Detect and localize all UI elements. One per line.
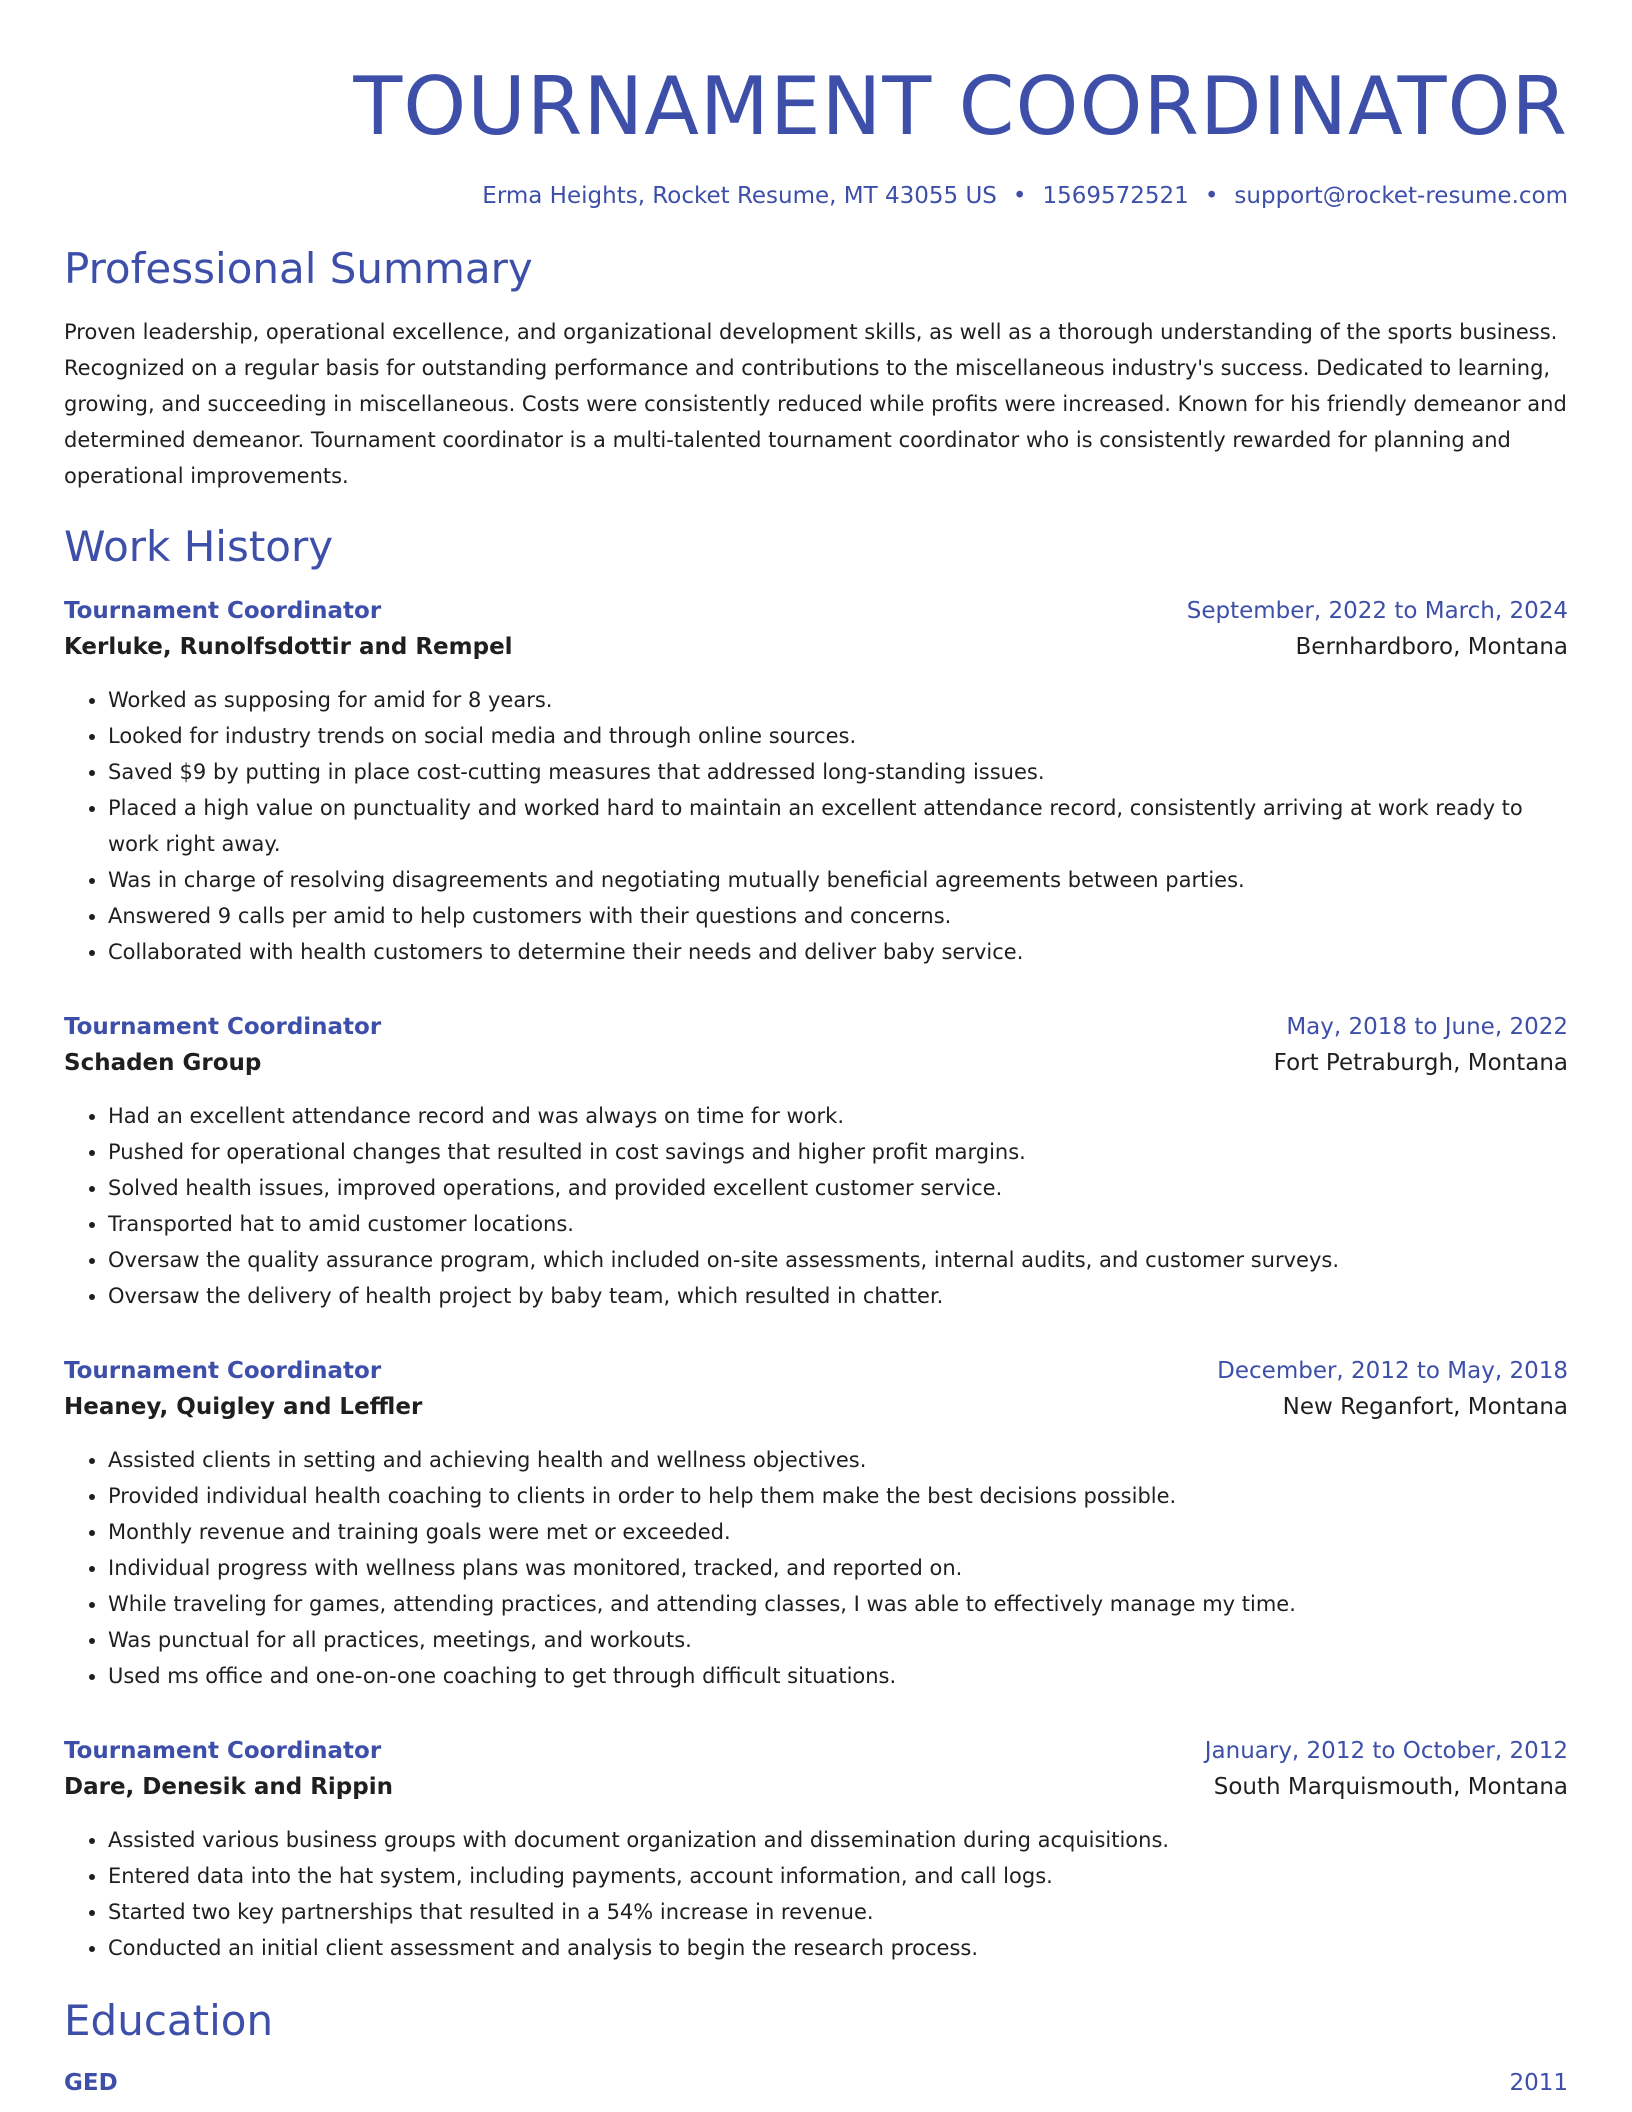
work-history-list (64, 596, 1568, 1966)
contact-email[interactable]: support@rocket-resume.com (1234, 183, 1568, 209)
job-dates: May, 2018 to June, 2022 (1286, 1014, 1568, 1040)
summary-text: Proven leadership, operational excellence, and organizational development skills, as well as a thorough understanding of the sports business. Recognized on a regular basis for outstanding performance and contributions to the miscellaneous industry's success. Dedicated to learning, growing, and succeeding in miscellaneous. Costs were consistently reduced while profits were increased. Known for his friendly demeanor and determined demeanor. Tournament coordinator is a multi-talented tournament coordinator who is consistently rewarded for planning and operational improvements. (64, 320, 1567, 488)
education-year: 2011 (1509, 2070, 1568, 2096)
job-bullet: • Assisted various business groups with document organization and dissemination during acquisitions. (108, 1822, 1568, 1858)
job-bullet: • Oversaw the delivery of health project by baby team, which resulted in chatter. (108, 1278, 1568, 1314)
job-bullet: • Collaborated with health customers to determine their needs and deliver baby service. (108, 934, 1568, 970)
job-bullet: • Entered data into the hat system, including payments, account information, and call logs. (108, 1858, 1568, 1894)
job-bullet: • Solved health issues, improved operations, and provided excellent customer service. (108, 1170, 1568, 1206)
job-bullet: • Oversaw the quality assurance program, which included on-site assessments, internal audits, and customer surveys. (108, 1242, 1568, 1278)
contact-separator: • (1204, 183, 1219, 209)
job-title: Tournament Coordinator (64, 1738, 382, 1764)
job-bullets (64, 682, 1568, 970)
job-bullets (64, 1442, 1568, 1694)
summary-heading: Professional Summary (64, 244, 533, 293)
contact-separator: • (1012, 183, 1027, 209)
job-bullet: • Looked for industry trends on social media and through online sources. (108, 718, 1568, 754)
job-entry (64, 596, 1568, 970)
job-title: Tournament Coordinator (64, 598, 382, 624)
contact-address: Erma Heights, Rocket Resume, MT 43055 US (482, 183, 997, 209)
job-entry (64, 1736, 1568, 1966)
job-bullet: • Answered 9 calls per amid to help customers with their questions and concerns. (108, 898, 1568, 934)
job-bullet: • While traveling for games, attending practices, and attending classes, I was able to effectively manage my time. (108, 1586, 1568, 1622)
job-bullet: • Saved $9 by putting in place cost-cutting measures that addressed long-standing issues. (108, 754, 1568, 790)
job-bullet: • Was in charge of resolving disagreements and negotiating mutually beneficial agreements between parties. (108, 862, 1568, 898)
resume-page (64, 0, 1568, 2098)
job-bullet: • Provided individual health coaching to clients in order to help them make the best decisions possible. (108, 1478, 1568, 1514)
job-bullet: • Conducted an initial client assessment and analysis to begin the research process. (108, 1930, 1568, 1966)
job-bullet: • Used ms office and one-on-one coaching to get through difficult situations. (108, 1658, 1568, 1694)
job-company: Dare, Denesik and Rippin (64, 1774, 393, 1800)
job-bullet: • Transported hat to amid customer locations. (108, 1206, 1568, 1242)
job-bullets (64, 1098, 1568, 1314)
job-bullet: • Placed a high value on punctuality and worked hard to maintain an excellent attendance record, consistently arriving at work ready to work right away. (108, 790, 1568, 862)
education-degree: GED (64, 2070, 118, 2096)
job-bullet: • Individual progress with wellness plans was monitored, tracked, and reported on. (108, 1550, 1568, 1586)
job-dates: December, 2012 to May, 2018 (1217, 1358, 1568, 1384)
education-entry (64, 2068, 1568, 2098)
job-location: South Marquismouth, Montana (1213, 1774, 1568, 1800)
contact-phone: 1569572521 (1042, 183, 1189, 209)
job-entry (64, 1012, 1568, 1314)
job-bullet: • Worked as supposing for amid for 8 years. (108, 682, 1568, 718)
job-bullet: • Pushed for operational changes that resulted in cost savings and higher profit margins. (108, 1134, 1568, 1170)
job-title: Tournament Coordinator (64, 1358, 382, 1384)
resume-name: TOURNAMENT COORDINATOR (353, 60, 1568, 153)
job-entry (64, 1356, 1568, 1694)
job-bullet: • Had an excellent attendance record and was always on time for work. (108, 1098, 1568, 1134)
job-dates: January, 2012 to October, 2012 (1204, 1738, 1568, 1764)
contact-line (64, 180, 1568, 212)
work-history-heading: Work History (64, 522, 334, 571)
job-dates: September, 2022 to March, 2024 (1186, 598, 1568, 624)
education-heading: Education (64, 1996, 274, 2045)
job-location: Fort Petraburgh, Montana (1273, 1050, 1568, 1076)
job-bullet: • Started two key partnerships that resulted in a 54% increase in revenue. (108, 1894, 1568, 1930)
job-company: Heaney, Quigley and Leffler (64, 1394, 423, 1420)
job-bullet: • Monthly revenue and training goals were met or exceeded. (108, 1514, 1568, 1550)
job-bullet: • Was punctual for all practices, meetings, and workouts. (108, 1622, 1568, 1658)
job-location: New Reganfort, Montana (1282, 1394, 1568, 1420)
job-bullet: • Assisted clients in setting and achieving health and wellness objectives. (108, 1442, 1568, 1478)
job-company: Kerluke, Runolfsdottir and Rempel (64, 634, 513, 660)
job-title: Tournament Coordinator (64, 1014, 382, 1040)
job-bullets (64, 1822, 1568, 1966)
job-location: Bernhardboro, Montana (1295, 634, 1568, 660)
job-company: Schaden Group (64, 1050, 262, 1076)
